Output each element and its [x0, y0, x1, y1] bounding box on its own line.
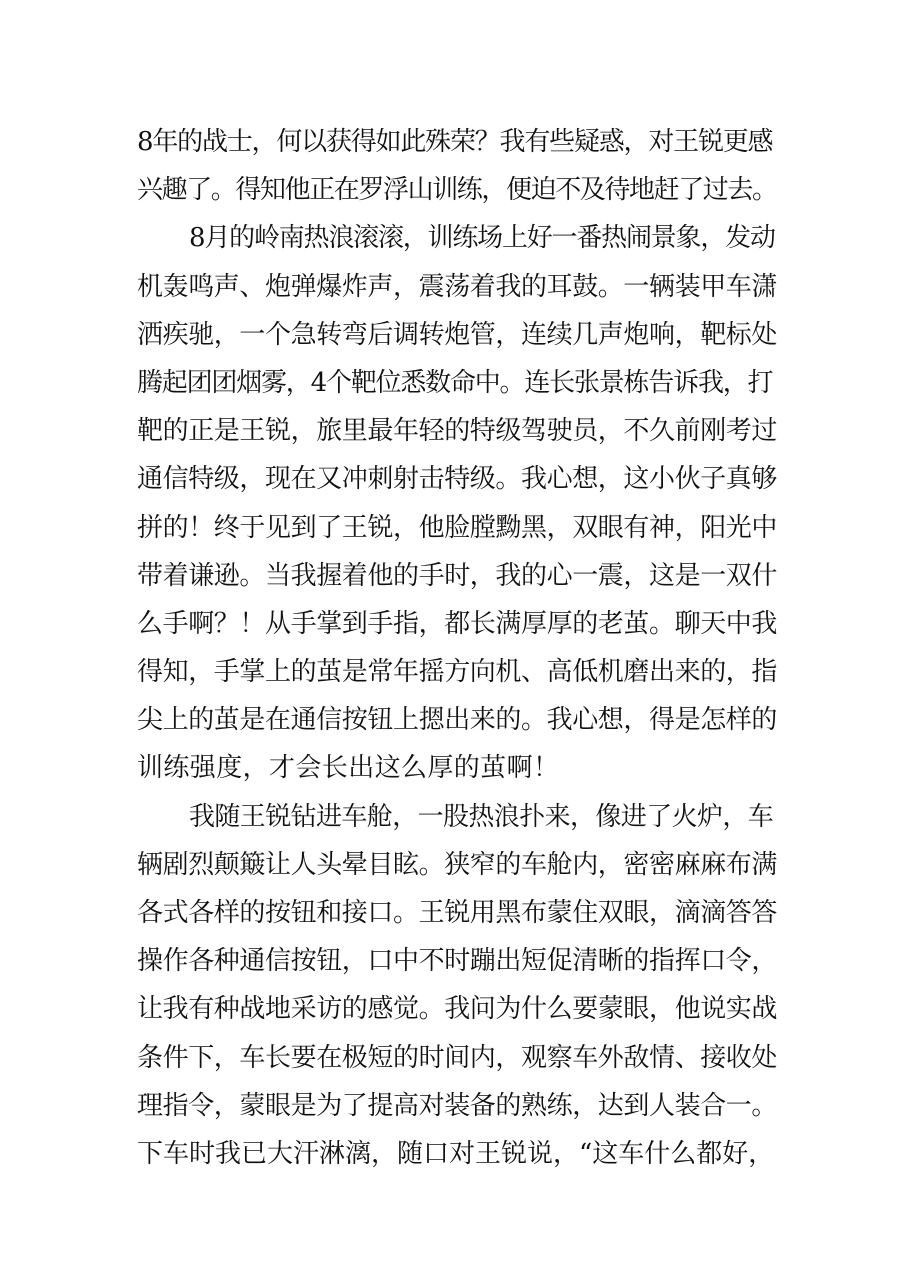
text-line: 兴趣了。得知他正在罗浮山训练，便迫不及待地赶了过去。 [137, 175, 777, 206]
text-line: 我随王锐钻进车舱，一股热浪扑来，像进了火炉，车 [189, 801, 774, 832]
text-line: 8年的战士，何以获得如此殊荣？我有些疑惑，对王锐更感 [137, 127, 773, 157]
text-line: 训练强度，才会长出这么厚的茧啊！ [137, 753, 560, 784]
text-line: 通信特级，现在又冲刺射击特级。我心想，这小伙子真够 [137, 464, 778, 495]
text-line: 下车时我已大汗淋漓，随口对王锐说，“这车什么都好， [137, 1138, 775, 1169]
text-line: 腾起团团烟雾，4个靶位悉数命中。连长张景栋告诉我，打 [137, 367, 773, 398]
text-line: 机轰鸣声、炮弹爆炸声，震荡着我的耳鼓。一辆装甲车潇 [137, 271, 778, 302]
text-line: 拼的！终于见到了王锐，他脸膛黝黑，双眼有神，阳光中 [137, 512, 778, 543]
text-line: 操作各种通信按钮，口中不时蹦出短促清晰的指挥口令， [137, 946, 778, 977]
text-line: 8月的岭南热浪滚滚，训练场上好一番热闹景象，发动 [189, 223, 775, 254]
body-text [137, 118, 777, 1178]
text-line: 理指令，蒙眼是为了提高对装备的熟练，达到人装合一。 [137, 1090, 778, 1121]
text-line: 条件下，车长要在极短的时间内，观察车外敌情、接收处 [137, 1042, 778, 1073]
text-line: 辆剧烈颠簸让人头晕目眩。狭窄的车舱内，密密麻麻布满 [137, 849, 778, 880]
text-line: 各式各样的按钮和接口。王锐用黑布蒙住双眼，滴滴答答 [137, 898, 778, 928]
text-line: 带着谦逊。当我握着他的手时，我的心一震，这是一双什 [137, 560, 778, 591]
text-line: 得知，手掌上的茧是常年摇方向机、高低机磨出来的，指 [137, 657, 778, 688]
text-line: 么手啊？！从手掌到手指，都长满厚厚的老茧。聊天中我 [137, 608, 778, 639]
text-line: 尖上的茧是在通信按钮上摁出来的。我心想，得是怎样的 [137, 705, 778, 736]
text-line: 靶的正是王锐，旅里最年轻的特级驾驶员，不久前刚考过 [137, 416, 778, 447]
text-line: 洒疾驰，一个急转弯后调转炮管，连续几声炮响，靶标处 [137, 319, 778, 350]
text-line: 让我有种战地采访的感觉。我问为什么要蒙眼，他说实战 [137, 994, 778, 1025]
